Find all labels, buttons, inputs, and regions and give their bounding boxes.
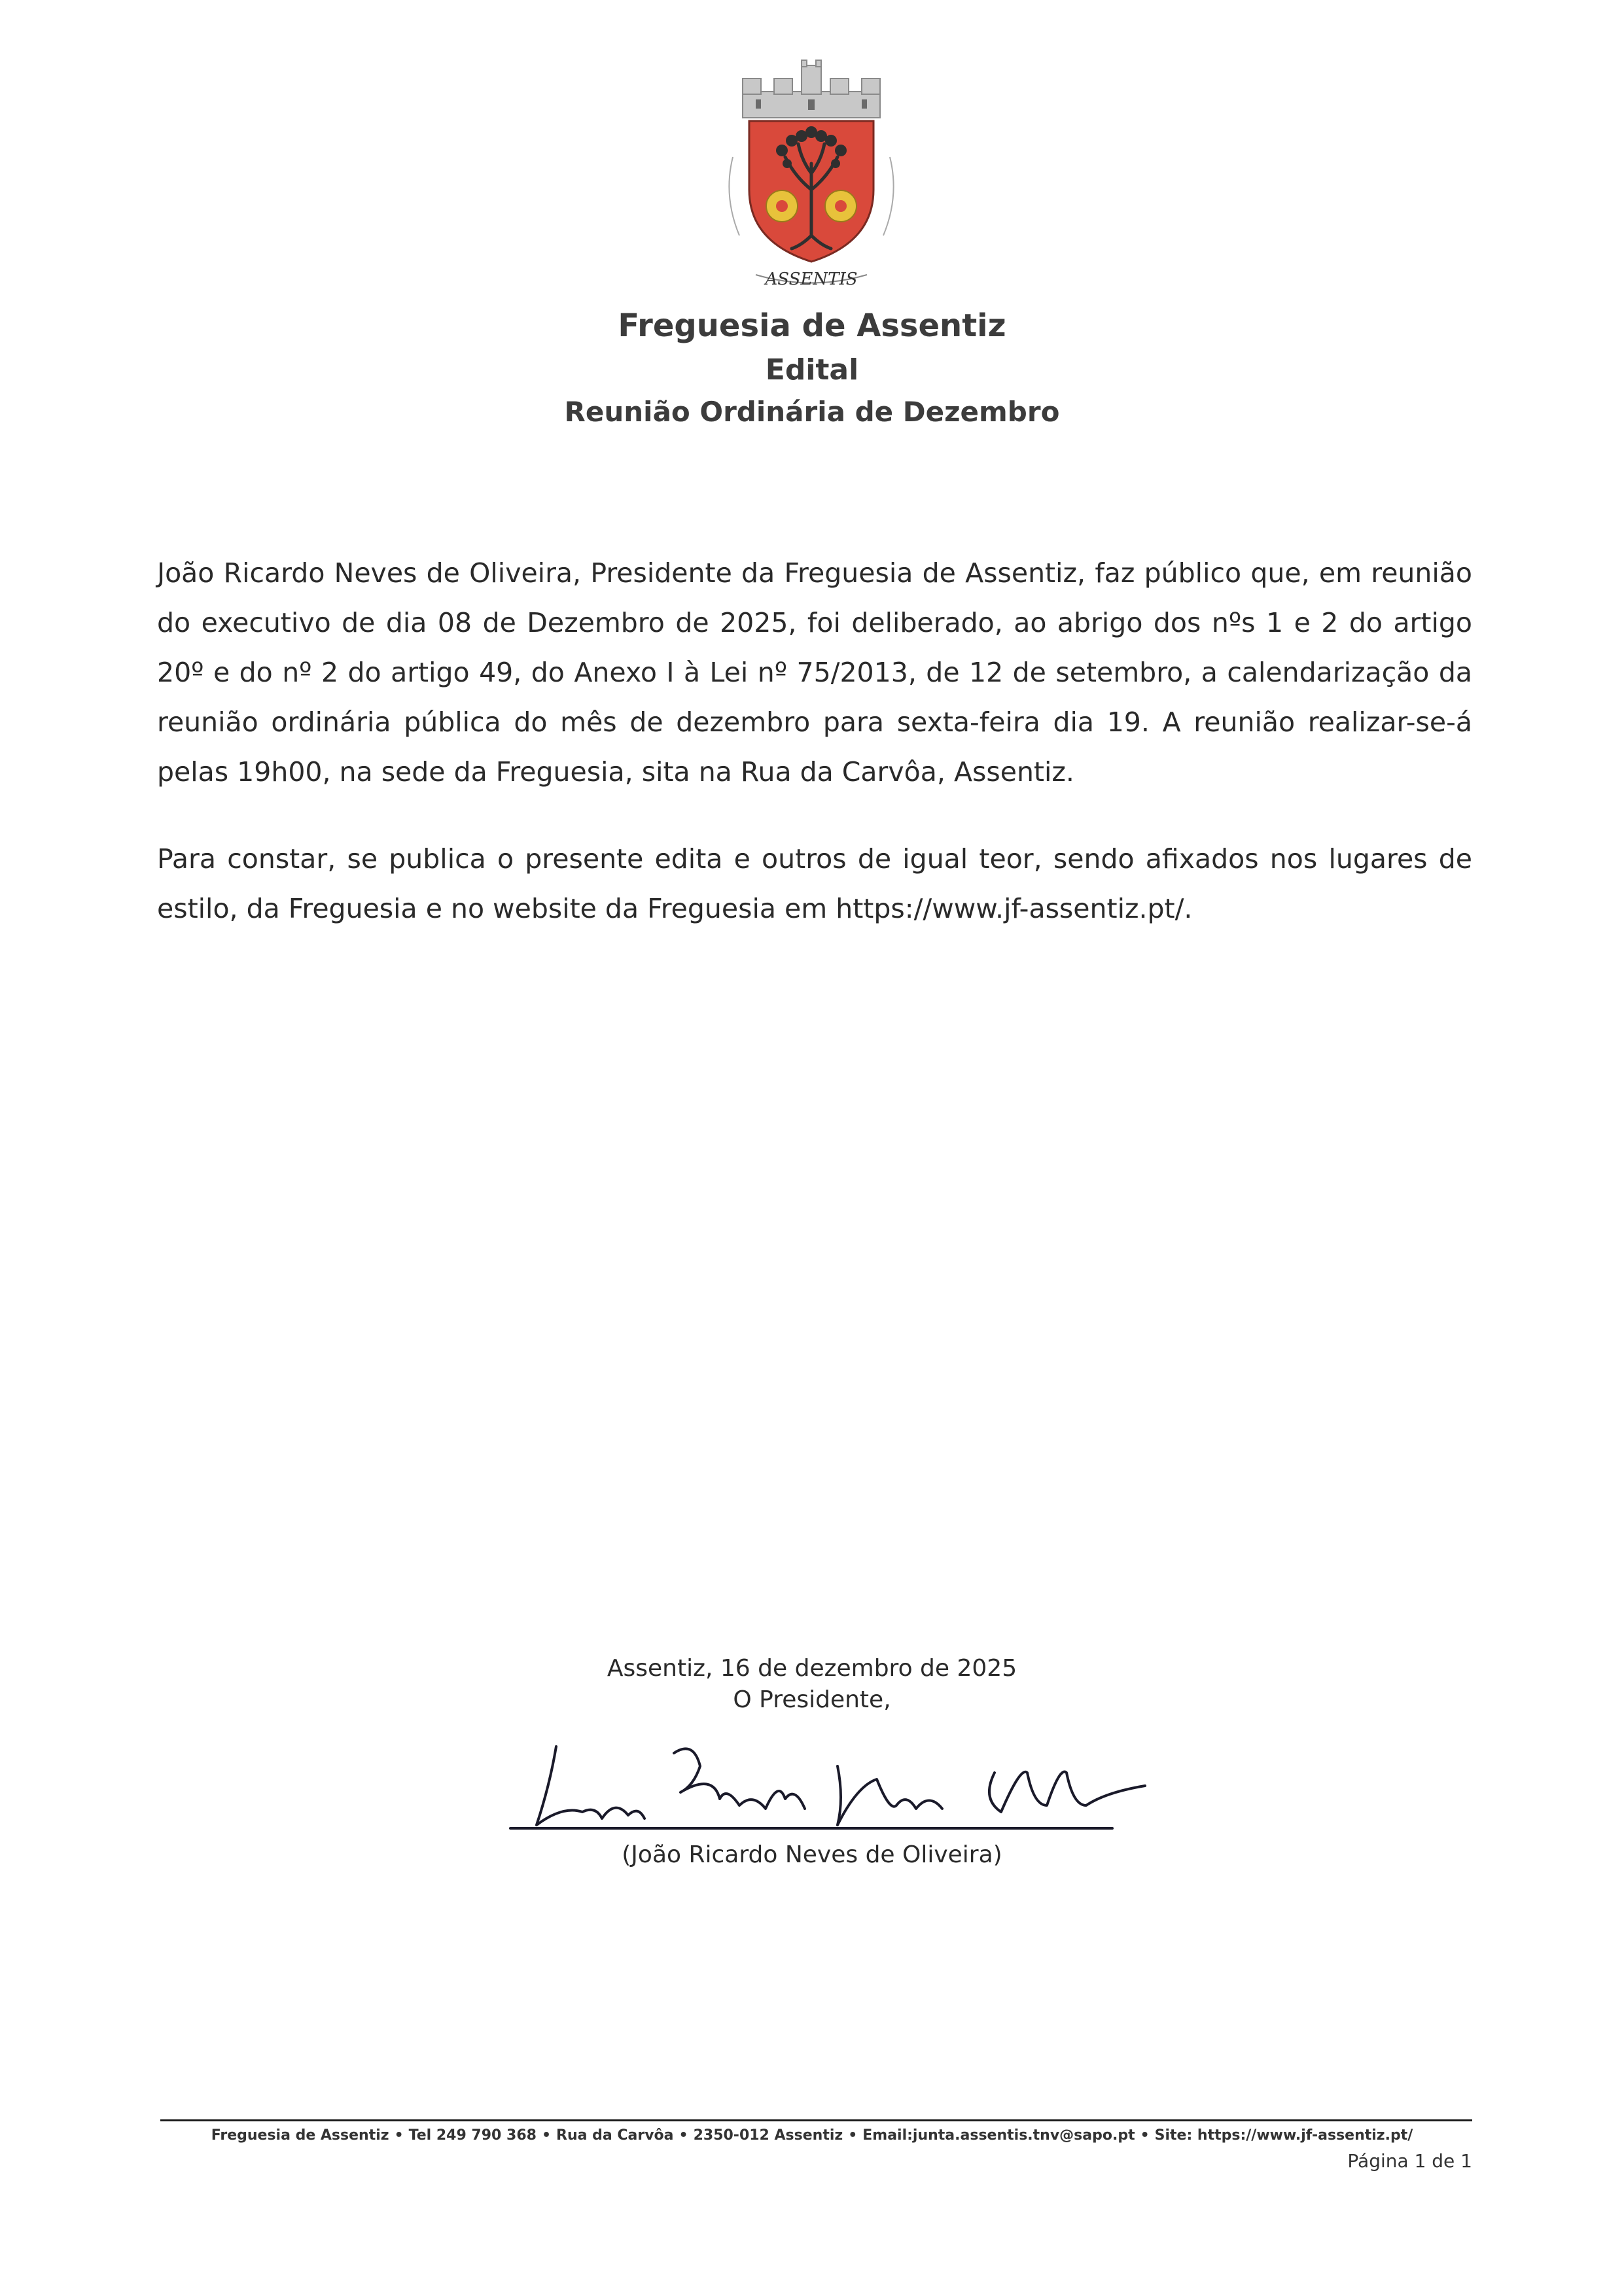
footer-bullet: •	[541, 2127, 551, 2144]
footer-org: Freguesia de Assentiz	[211, 2127, 389, 2144]
place-and-date: Assentiz, 16 de dezembro de 2025	[607, 1655, 1017, 1682]
document-subject-heading: Reunião Ordinária de Dezembro	[564, 396, 1060, 428]
footer-bullet: •	[1140, 2127, 1150, 2144]
footer-divider	[160, 2119, 1472, 2121]
page-number: Página 1 de 1	[1347, 2150, 1472, 2172]
footer-address: Rua da Carvôa	[556, 2127, 674, 2144]
footer-email: Email:junta.assentis.tnv@sapo.pt	[862, 2127, 1135, 2144]
parish-title: Freguesia de Assentiz	[618, 307, 1006, 344]
footer-bullet: •	[394, 2127, 404, 2144]
signatory-role: O Presidente,	[733, 1686, 891, 1713]
handwritten-signature	[497, 1727, 1178, 1845]
svg-text:ASSENTIS: ASSENTIS	[765, 270, 858, 289]
footer-site: Site: https://www.jf-assentiz.pt/	[1154, 2127, 1413, 2144]
document-type-heading: Edital	[765, 353, 859, 387]
footer-contact-line	[0, 2127, 1624, 2144]
signatory-name: (João Ricardo Neves de Oliveira)	[622, 1841, 1002, 1868]
footer-bullet: •	[848, 2127, 858, 2144]
footer-postcode: 2350-012 Assentiz	[693, 2127, 843, 2144]
footer-tel: Tel 249 790 368	[408, 2127, 537, 2144]
coat-of-arms-emblem	[703, 59, 919, 301]
footer-bullet: •	[679, 2127, 688, 2144]
announcement-paragraph: João Ricardo Neves de Oliveira, Presidente da Freguesia de Assentiz, faz público que, em reunião do executivo de dia 08 de Dezembro de 2025, foi deliberado, ao abrigo dos nºs 1 e 2 do artigo 20º e do nº 2 do artigo 49, do Anexo I à Lei nº 75/2013, de 12 de setembro, a calendarização da reunião ordinária pública do mês de dezembro para sexta-feira dia 19. A reunião realizar-se-á pelas 19h00, na sede da Freguesia, sita na Rua da Carvôa, Assentiz.	[157, 557, 1472, 788]
publication-paragraph: Para constar, se publica o presente edita e outros de igual teor, sendo afixados nos lugares de estilo, da Freguesia e no website da Freguesia em https://www.jf-assentiz.pt/.	[157, 843, 1472, 924]
